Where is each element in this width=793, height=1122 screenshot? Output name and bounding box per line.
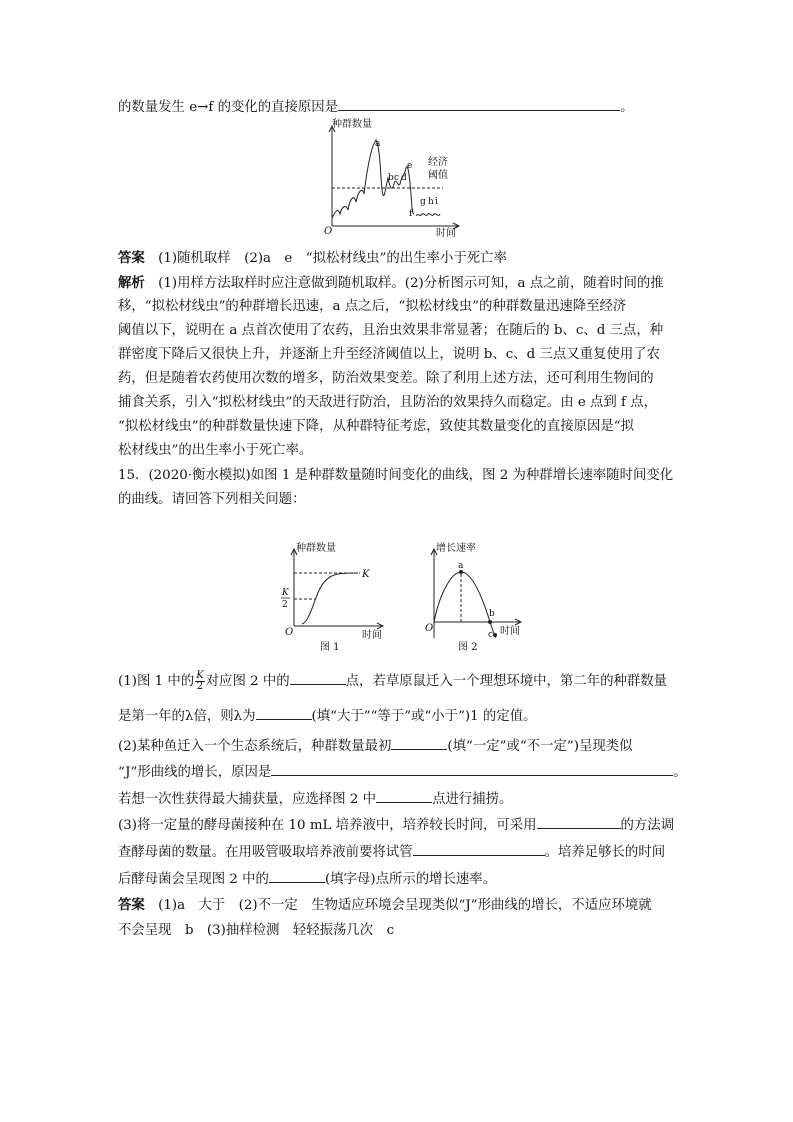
q15-part3: 后酵母菌会呈现图 2 中的 (填字母)点所示的增长速率。 <box>118 868 496 889</box>
y-label: 种群数量 <box>296 543 336 554</box>
point-c-label: c <box>394 173 400 183</box>
answer-15: 答案 (1)a 大于 (2)不一定 生物适应环境会呈现类似“J”形曲线的增长，不适应环境就 <box>118 897 652 913</box>
point-h-label: h <box>428 197 434 207</box>
point-b-label: b <box>489 609 495 619</box>
point-a-label: a <box>458 561 464 571</box>
x-label: 时间 <box>362 630 382 641</box>
point-c-label: c <box>488 630 494 640</box>
answer-blank <box>376 788 432 803</box>
q15-part2: (2)某种鱼迁入一个生态系统后，种群数量最初 (填“一定”或“不一定”)呈现类似 <box>118 735 633 756</box>
q15-part2: “J”形曲线的增长，原因是 。 <box>118 761 687 782</box>
half-k-denominator: 2 <box>282 600 288 610</box>
y-label: 种群数量 <box>332 119 372 130</box>
point-b-label: b <box>388 173 394 183</box>
x-label: 时间 <box>500 626 520 637</box>
threshold-label-1: 经济 <box>428 157 448 168</box>
analysis-line: 药，但是随着农药使用次数的增多，防治效果变差。除了利用上述方法，还可利用生物间的 <box>118 371 654 386</box>
analysis-line: “拟松材线虫”的种群数量快速下降，从种群特征考虑，致使其数量变化的直接原因是“拟 <box>118 419 634 434</box>
origin-label: O <box>285 627 294 638</box>
origin-label: O <box>425 623 434 634</box>
q15-part3: (3)将一定量的酵母菌接种在 10 mL 培养液中，培养较长时间，可采用 的方法调 <box>118 814 674 835</box>
analysis-line: 群密度下降后又很快上升，并逐渐上升至经济阈值以上，说明 b、c、d 三点又重复使用了农 <box>118 347 660 362</box>
figure-2-growth-rate-curve <box>420 542 530 654</box>
answer-15: 不会呈现 b (3)抽样检测 轻轻振荡几次 c <box>118 923 395 938</box>
analysis-line: 松材线虫”的出生率小于死亡率。 <box>118 443 313 458</box>
q15-part1: 是第一年的λ倍，则λ为 (填“大于”“等于”或“小于”)1 的定值。 <box>118 705 537 726</box>
k-over-2-fraction: $\frac{K}{2}$ <box>196 670 204 692</box>
growth-curve <box>434 572 496 638</box>
question14-tail: 的数量发生 e→f 的变化的直接原因是 。 <box>118 96 633 117</box>
half-k-numerator: K <box>282 588 289 598</box>
q15-part1: (1)图 1 中的 $\frac{K}{2}$ 对应图 2 中的 点，若草原鼠迁入一个理想环境中，第二年的种群数量 <box>118 670 668 692</box>
population-threshold-figure <box>318 118 468 240</box>
answer-blank <box>391 735 447 750</box>
question15-intro: 15．(2020·衡水模拟)如图 1 是种群数量随时间变化的曲线，图 2 为种群增长速率随时间变化 <box>118 468 674 483</box>
q15-part3: 查酵母菌的数量。在用吸管吸取培养液前要将试管 。培养足够长的时间 <box>118 841 665 862</box>
answer-blank <box>537 814 621 829</box>
post-curve <box>416 214 440 216</box>
answer-blank <box>338 96 620 111</box>
answer-blank <box>256 705 312 720</box>
analysis-line: 解析 (1)用样方法取样时应注意做到随机取样。(2)分析图示可知，a 点之前，随着时间的推 <box>118 275 664 291</box>
y-label: 增长速率 <box>436 543 476 554</box>
point-i-label: i <box>435 197 438 207</box>
q15-part2: 若想一次性获得最大捕获量，应选择图 2 中 点进行捕捞。 <box>118 788 512 809</box>
figure-2-caption: 图 2 <box>458 642 478 653</box>
x-label: 时间 <box>436 228 456 239</box>
question15-intro: 的曲线。请回答下列相关问题： <box>118 492 306 507</box>
answer-blank <box>413 841 545 856</box>
analysis-line: 阈值以下，说明在 a 点首次使用了农药，且治虫效果非常显著；在随后的 b、c、d 三点，种 <box>118 323 664 338</box>
k-label: K <box>362 569 370 580</box>
threshold-label-2: 阈值 <box>428 170 448 181</box>
answer-blank <box>271 761 673 776</box>
figure-1-caption: 图 1 <box>320 642 340 653</box>
point-a-label: a <box>375 139 381 149</box>
point-d-label: d <box>401 173 407 183</box>
origin-label: O <box>324 226 333 237</box>
point-g-label: g <box>420 197 426 207</box>
analysis-line: 捕食关系，引入“拟松材线虫”的天敌进行防治，且防治的效果持久而稳定。由 e 点到 f 点， <box>118 395 658 410</box>
answer-14: 答案 (1)随机取样 (2)a e “拟松材线虫”的出生率小于死亡率 <box>118 250 507 266</box>
answer-blank <box>269 868 325 883</box>
point-e-label: e <box>407 161 413 171</box>
answer-blank <box>290 670 346 685</box>
analysis-line: 移，“拟松材线虫”的种群增长迅速，a 点之后，“拟松材线虫”的种群数量迅速降至经济 <box>118 299 627 314</box>
point-f-label: f <box>409 209 413 219</box>
figure-1-population-curve <box>278 542 388 654</box>
